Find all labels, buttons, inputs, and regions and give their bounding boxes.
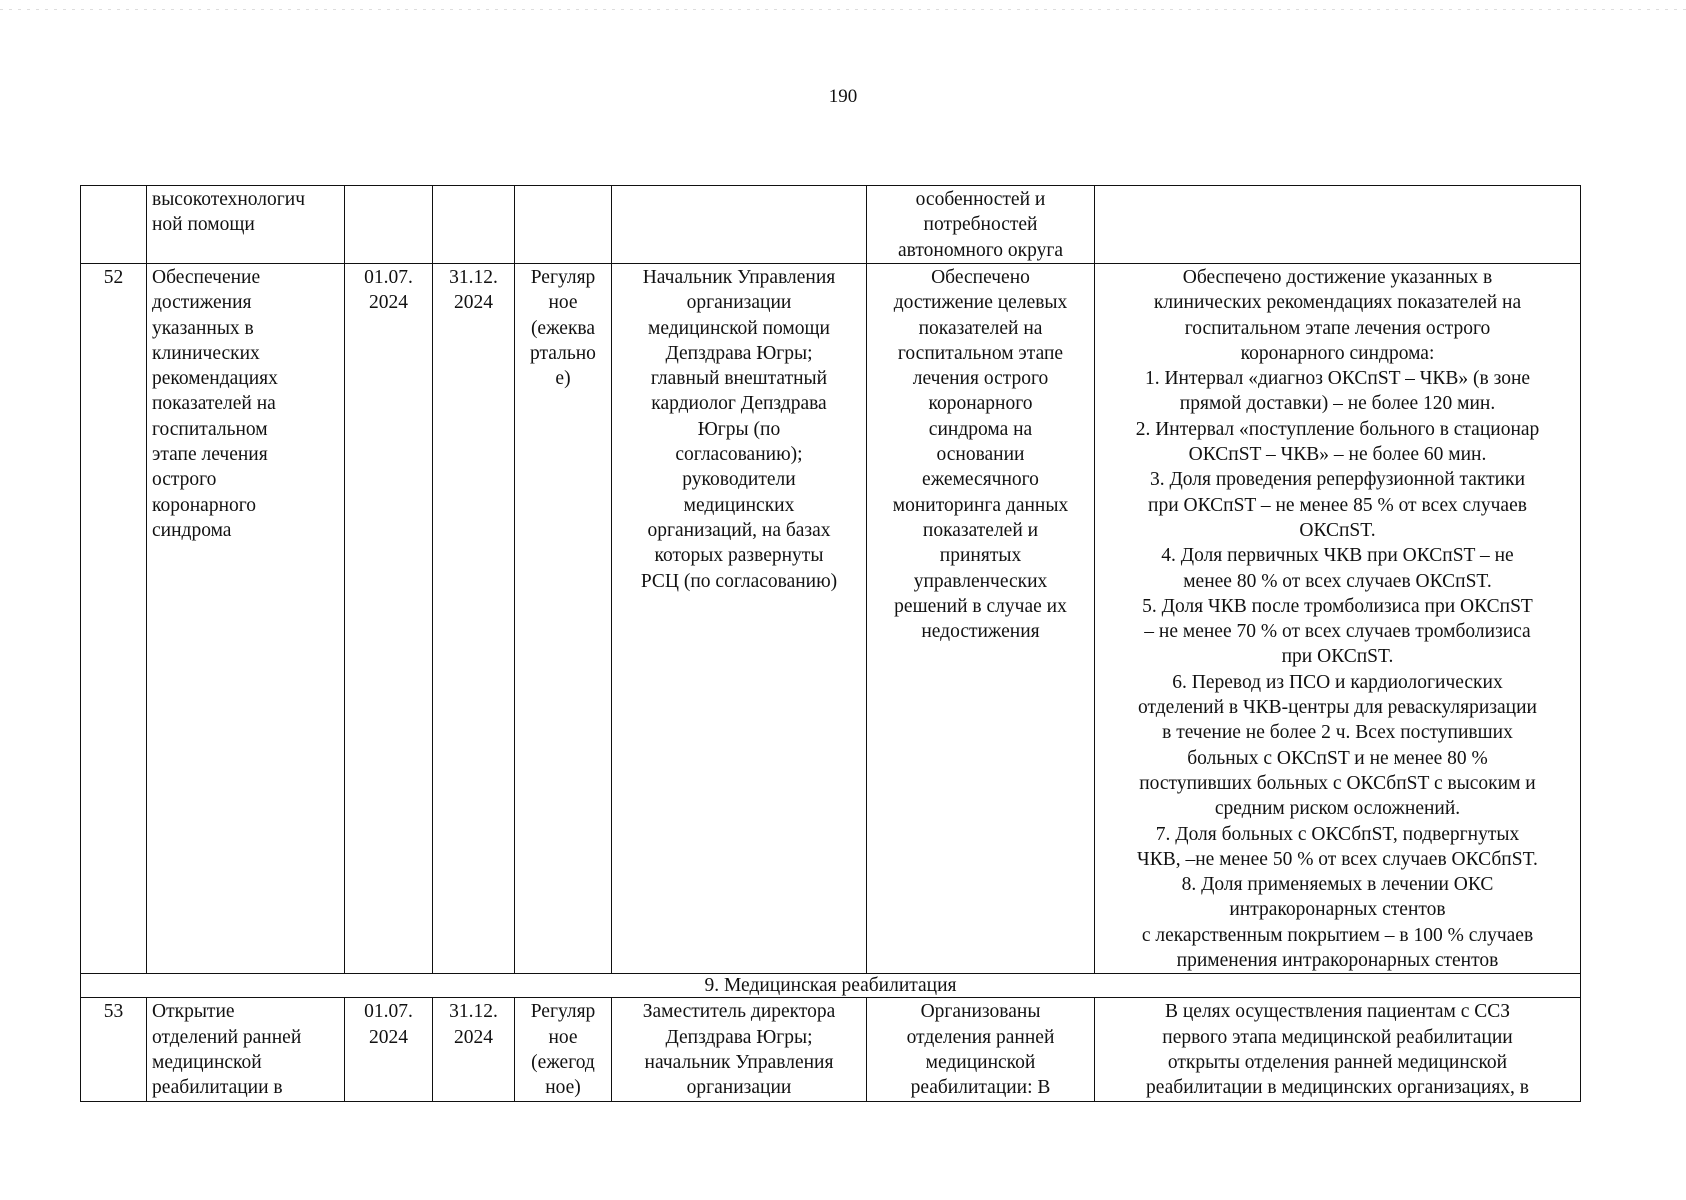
- table-row-53: [81, 998, 1581, 1101]
- cell-responsible: [612, 186, 867, 264]
- table-row-52: [81, 264, 1581, 974]
- cell-character: Регуляр ное (ежеква ртально е): [515, 264, 612, 974]
- scan-edge-noise: [0, 9, 1686, 10]
- cell-end: 31.12. 2024: [433, 264, 515, 974]
- cell-name: Открытие отделений ранней медицинской реабилитации в: [147, 998, 345, 1101]
- cell-name: Обеспечение достижения указанных в клинических рекомендациях показателей на госпитальном этапе лечения острого коронарного синдрома: [147, 264, 345, 974]
- cell-start: 01.07. 2024: [345, 998, 433, 1101]
- cell-responsible: Заместитель директора Депздрава Югры; начальник Управления организации: [612, 998, 867, 1101]
- cell-responsible: Начальник Управления организации медицинской помощи Депздрава Югры; главный внештатный кардиолог Депздрава Югры (по согласованию); руководители медицинских организаций, на базах которых развернуты РСЦ (по согласованию): [612, 264, 867, 974]
- cell-start: 01.07. 2024: [345, 264, 433, 974]
- plan-table: [80, 185, 1581, 1102]
- cell-num: 53: [81, 998, 147, 1101]
- section-heading: 9. Медицинская реабилитация: [81, 974, 1581, 998]
- cell-indicators: [1095, 186, 1581, 264]
- cell-end: 31.12. 2024: [433, 998, 515, 1101]
- cell-end: [433, 186, 515, 264]
- page-number: 190: [828, 86, 858, 107]
- cell-indicators: В целях осуществления пациентам с ССЗ первого этапа медицинской реабилитации открыты отделения ранней медицинской реабилитации в медицинских организациях, в: [1095, 998, 1581, 1101]
- section-heading-row: [81, 974, 1581, 998]
- cell-result: Обеспечено достижение целевых показателей на госпитальном этапе лечения острого коронарного синдрома на основании ежемесячного мониторинга данных показателей и принятых управленческих решений в случае их недостижения: [867, 264, 1095, 974]
- cell-num: 52: [81, 264, 147, 974]
- cell-result: особенностей и потребностей автономного округа: [867, 186, 1095, 264]
- cell-indicators: Обеспечено достижение указанных в клинических рекомендациях показателей на госпитальном этапе лечения острого коронарного синдрома: 1. Интервал «диагноз ОКСпST – ЧКВ» (в зоне прямой доставки) – не более 120 мин. 2. Интервал «поступление больного в стационар ОКСпST – ЧКВ» – не более 60 мин. 3. Доля проведения реперфузионной тактики при ОКСпST – не менее 85 % от всех случаев ОКСпST. 4. Доля первичных ЧКВ при ОКСпST – не менее 80 % от всех случаев ОКСпST. 5. Доля ЧКВ после тромболизиса при ОКСпST – не менее 70 % от всех случаев тромболизиса при ОКСпST. 6. Перевод из ПСО и кардиологических отделений в ЧКВ-центры для реваскуляризации в течение не более 2 ч. Всех поступивших больных с ОКСпST и не менее 80 % поступивших больных с ОКСбпST с высоким и средним риском осложнений. 7. Доля больных с ОКСбпST, подвергнутых ЧКВ, –не менее 50 % от всех случаев ОКСбпST. 8. Доля применяемых в лечении ОКС интракоронарных стентов с лекарственным покрытием – в 100 % случаев применения интракоронарных стентов: [1095, 264, 1581, 974]
- cell-start: [345, 186, 433, 264]
- cell-result: Организованы отделения ранней медицинской реабилитации: В: [867, 998, 1095, 1101]
- cell-character: Регуляр ное (ежегод ное): [515, 998, 612, 1101]
- cell-name: высокотехнологич ной помощи: [147, 186, 345, 264]
- table-row-continued: [81, 186, 1581, 264]
- cell-num: [81, 186, 147, 264]
- cell-character: [515, 186, 612, 264]
